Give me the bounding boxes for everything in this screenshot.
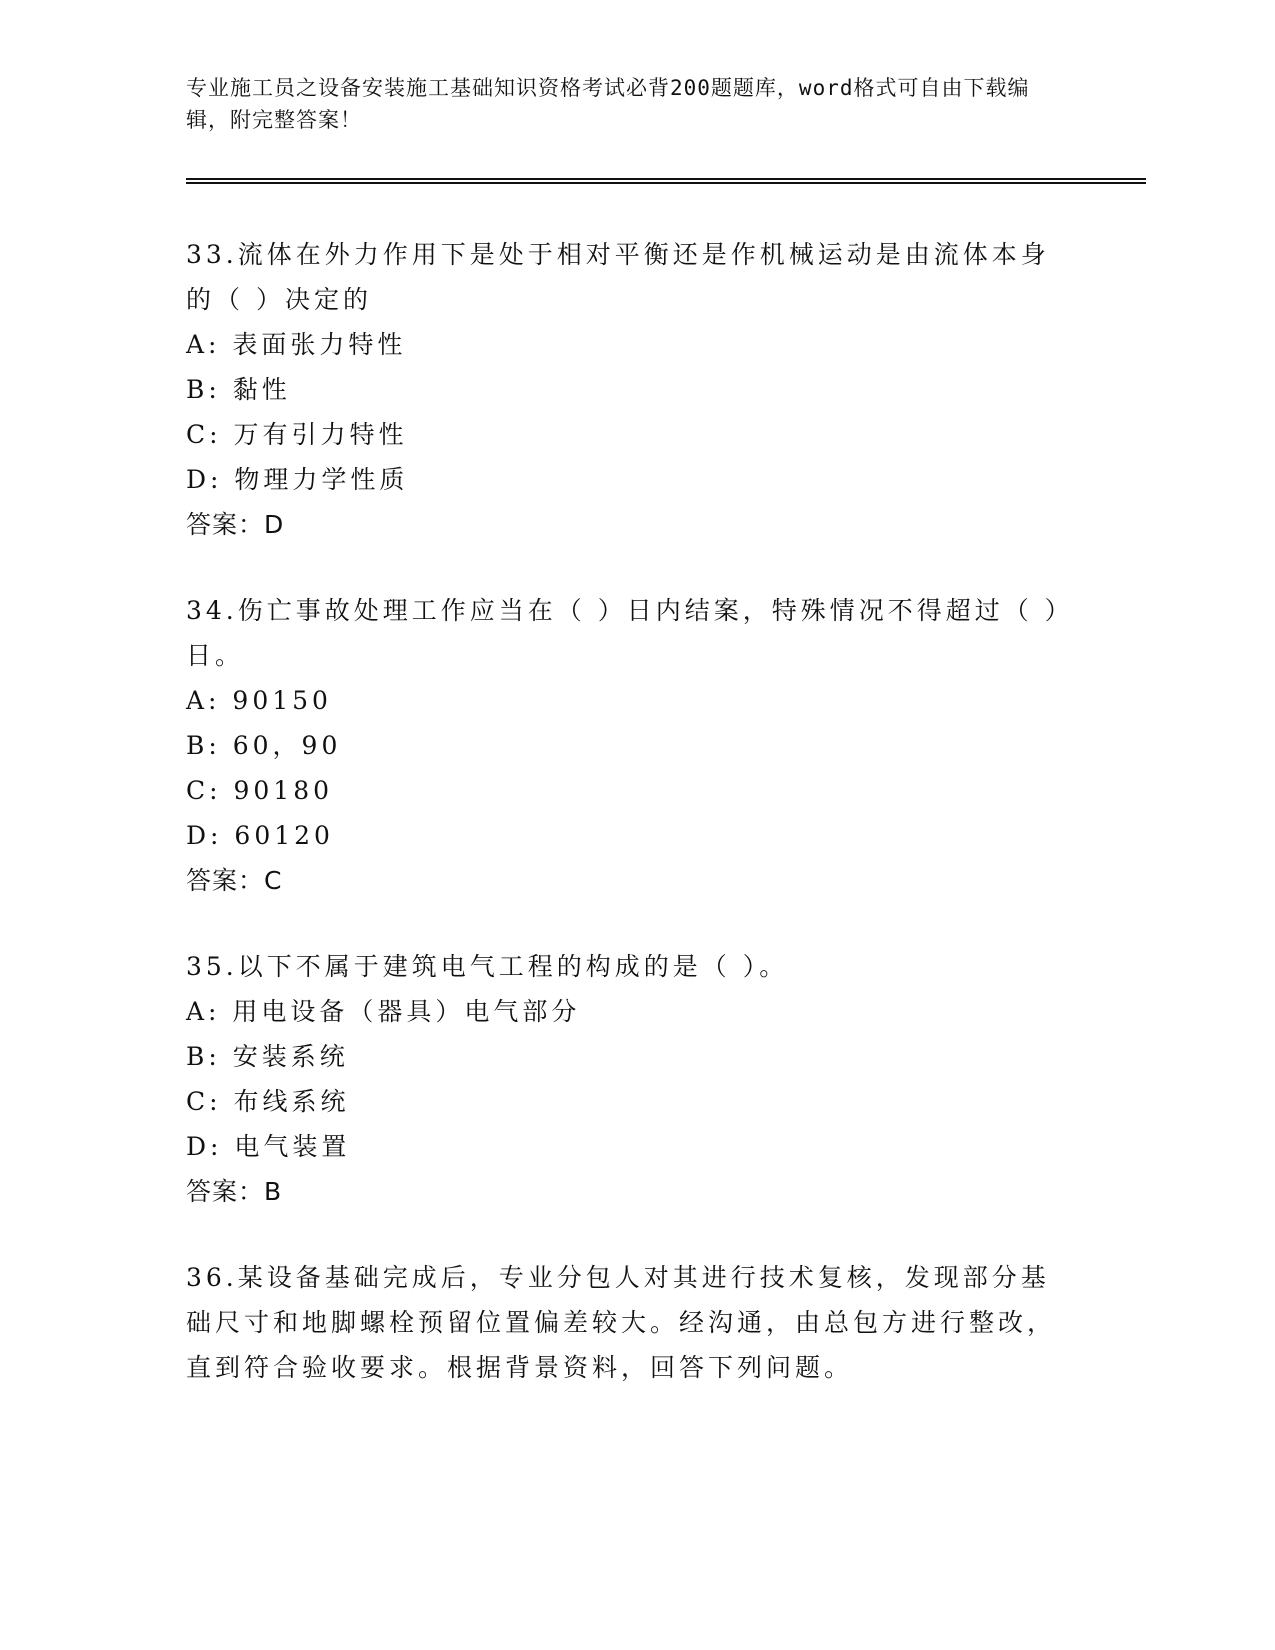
answer-line: 答案：D — [186, 510, 285, 539]
option-b: B: 60，90 — [186, 731, 342, 760]
question-list — [186, 232, 1086, 1431]
question-35 — [186, 944, 1086, 1214]
option-a: A: 表面张力特性 — [186, 330, 407, 359]
answer-line: 答案：C — [186, 866, 283, 895]
question-33 — [186, 232, 1086, 547]
option-b: B: 黏性 — [186, 375, 291, 404]
header-double-rule — [186, 178, 1146, 184]
option-d: D: 物理力学性质 — [186, 465, 409, 494]
option-c: C: 90180 — [186, 776, 334, 805]
answer-line: 答案：B — [186, 1177, 283, 1206]
option-a: A: 90150 — [186, 686, 332, 715]
question-34 — [186, 588, 1086, 903]
option-d: D: 60120 — [186, 821, 334, 850]
option-a: A: 用电设备（器具）电气部分 — [186, 997, 581, 1026]
question-stem: 35.以下不属于建筑电气工程的构成的是（ ）。 — [186, 952, 789, 981]
question-stem: 36.某设备基础完成后，专业分包人对其进行技术复核，发现部分基础尺寸和地脚螺栓预留位置偏差较大。经沟通，由总包方进行整改，直到符合验收要求。根据背景资料，回答下列问题。 — [186, 1263, 1057, 1382]
option-d: D: 电气装置 — [186, 1132, 351, 1161]
option-b: B: 安装系统 — [186, 1042, 349, 1071]
question-stem: 33.流体在外力作用下是处于相对平衡还是作机械运动是由流体本身的（ ）决定的 — [186, 240, 1050, 314]
option-c: C: 万有引力特性 — [186, 420, 408, 449]
question-36 — [186, 1255, 1086, 1390]
option-c: C: 布线系统 — [186, 1087, 350, 1116]
question-stem: 34.伤亡事故处理工作应当在（ ）日内结案，特殊情况不得超过（ ）日。 — [186, 596, 1062, 670]
document-header-text: 专业施工员之设备安装施工基础知识资格考试必背200题题库，word格式可自由下载编辑，附完整答案！ — [186, 76, 1030, 132]
